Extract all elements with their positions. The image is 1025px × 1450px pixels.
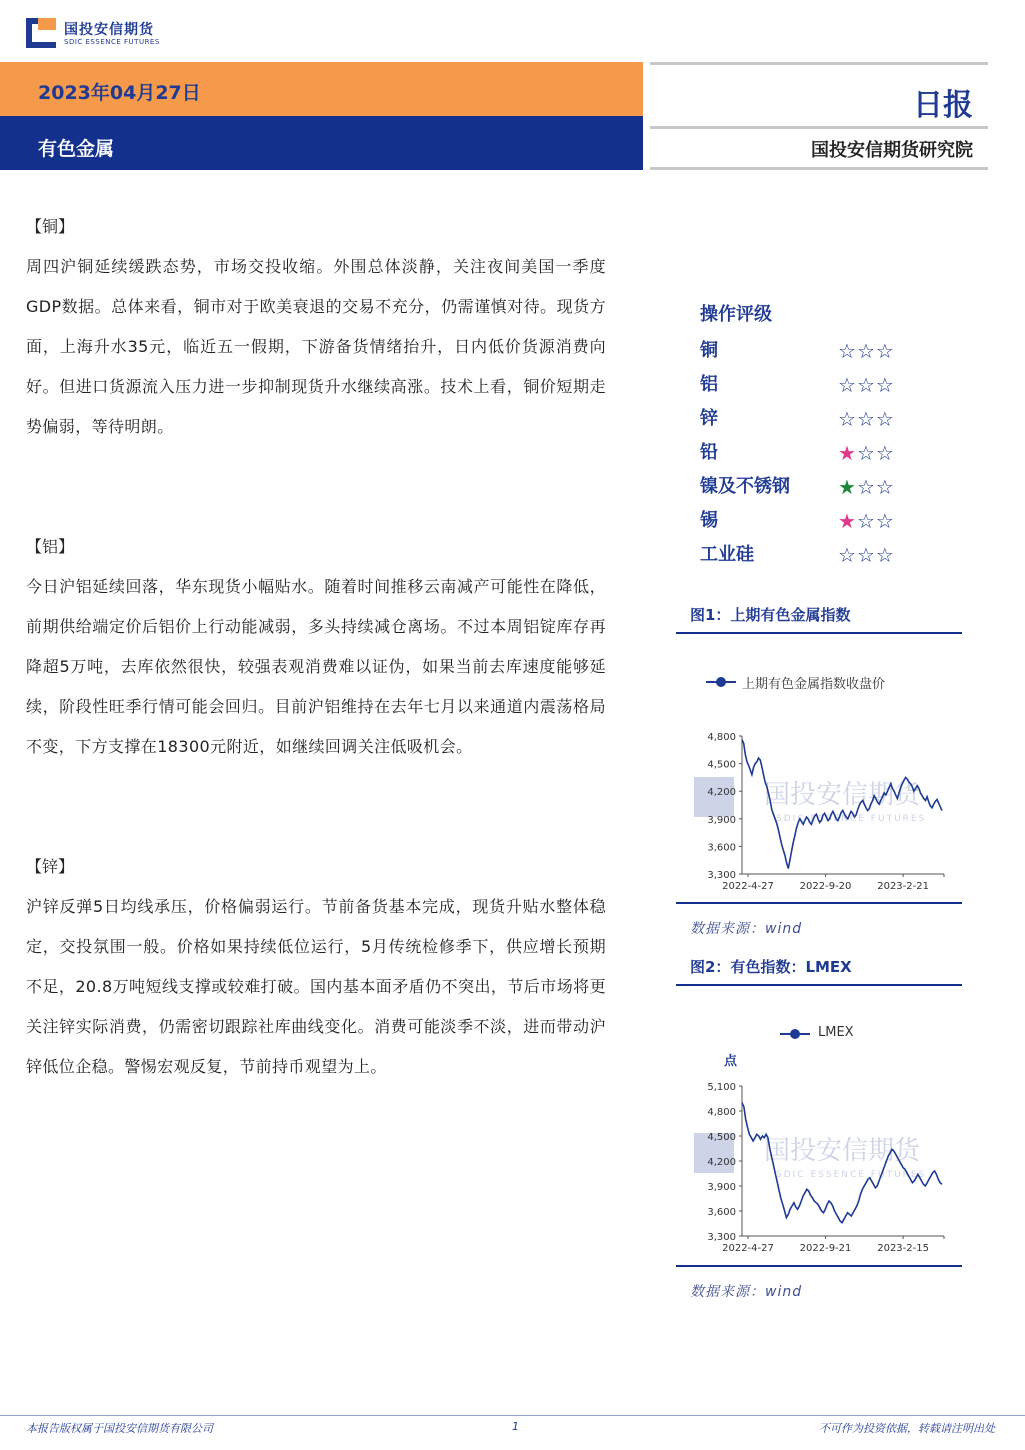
y-tick-label: 5,100 [707, 1082, 736, 1093]
rating-metal-name: 锌 [700, 408, 718, 429]
rating-row [700, 436, 940, 470]
section-body: 沪锌反弹5日均线承压，价格偏弱运行。节前备货基本完成，现货升贴水整体稳定，交投氛围一般。价格如果持续低位运行，5月传统检修季下，供应增长预期不足，20.8万吨短线支撑或较难打破。国内基本面矛盾仍不突出，节后市场将更关注锌实际消费，仍需密切跟踪社库曲线变化。消费可能淡季不淡，进而带动沪锌低位企稳。警惕宏观反复，节前持币观望为上。 [26, 897, 606, 1076]
star-outline-icon: ☆ [875, 543, 895, 567]
star-outline-icon: ☆ [856, 543, 876, 567]
y-tick-label: 3,900 [707, 814, 736, 826]
section-title: 【锌】 [26, 857, 75, 876]
header-rule-middle [650, 126, 988, 129]
report-date: 2023年04月27日 [38, 82, 201, 104]
rating-metal-name: 工业硅 [700, 544, 754, 565]
star-filled-icon: ★ [838, 441, 857, 465]
rating-metal-name: 锡 [700, 510, 718, 531]
watermark-text-en: SDIC ESSENCE FUTURES [776, 1170, 927, 1180]
rating-row [700, 368, 940, 402]
star-rating-icon [838, 402, 895, 436]
x-tick-label: 2023-2-21 [877, 881, 929, 892]
star-outline-icon: ☆ [838, 339, 857, 363]
star-outline-icon: ☆ [856, 509, 876, 533]
star-outline-icon: ☆ [875, 373, 895, 397]
star-outline-icon: ☆ [856, 339, 876, 363]
x-tick-label: 2022-4-27 [722, 1243, 774, 1254]
section-body: 今日沪铝延续回落，华东现货小幅贴水。随着时间推移云南减产可能性在降低，前期供给端定价后铝价上行动能减弱，多头持续减仓离场。不过本周铝锭库存再降超5万吨，去库依然很快，较强表观消费难以证伪，如果当前去库速度能够延续，阶段性旺季行情可能会回归。目前沪铝维持在去年七月以来通道内震荡格局不变，下方支撑在18300元附近，如继续回调关注低吸机会。 [26, 577, 606, 756]
y-tick-label: 3,600 [707, 1207, 736, 1218]
figure-2-rule-top [676, 984, 962, 986]
y-tick-label: 4,500 [707, 1132, 736, 1143]
star-outline-icon: ☆ [875, 339, 895, 363]
star-outline-icon: ☆ [838, 373, 857, 397]
star-rating-icon [838, 538, 895, 572]
y-tick-label: 4,500 [707, 759, 736, 771]
star-rating-icon [838, 504, 895, 538]
figure-1-chart [680, 720, 970, 900]
figure-1-title: 图1：上期有色金属指数 [690, 606, 851, 624]
section-title: 【铝】 [26, 537, 75, 556]
star-outline-icon: ☆ [856, 441, 876, 465]
y-tick-label: 3,300 [707, 1232, 736, 1243]
watermark-text-en: SDIC ESSENCE FUTURES [776, 814, 927, 824]
star-rating-icon [838, 334, 895, 368]
star-outline-icon: ☆ [838, 407, 857, 431]
section-aluminium [26, 527, 606, 767]
star-outline-icon: ☆ [856, 475, 876, 499]
rating-row [700, 402, 940, 436]
y-tick-label: 4,200 [707, 787, 736, 799]
x-tick-label: 2022-9-21 [799, 1243, 852, 1254]
star-outline-icon: ☆ [856, 407, 876, 431]
star-outline-icon: ☆ [875, 509, 895, 533]
figure-2-unit-label: 点 [724, 1054, 738, 1069]
x-tick-label: 2023-2-15 [877, 1243, 929, 1254]
brand-logo-icon [26, 18, 56, 48]
star-outline-icon: ☆ [875, 475, 895, 499]
section-copper [26, 207, 606, 447]
rating-row [700, 538, 940, 572]
star-outline-icon: ☆ [875, 407, 895, 431]
footer-copyright: 本报告版权属于国投安信期货有限公司 [26, 1422, 213, 1435]
legend-marker-icon [716, 677, 726, 687]
figure-2-title: 图2：有色指数：LMEX [690, 958, 852, 976]
section-title: 【铜】 [26, 217, 75, 236]
figure-1-legend [706, 672, 966, 692]
y-tick-label: 3,300 [707, 870, 736, 881]
header-rule-bottom [650, 167, 988, 170]
figure-1-legend-text: 上期有色金属指数收盘价 [742, 677, 886, 692]
rating-row [700, 470, 940, 504]
institute-name: 国投安信期货研究院 [811, 140, 973, 161]
figure-2-chart [680, 1072, 970, 1262]
y-tick-label: 3,600 [707, 842, 736, 854]
footer-rule [0, 1415, 1025, 1416]
y-tick-label: 4,200 [707, 1157, 736, 1168]
figure-2-rule-bottom [676, 1265, 962, 1267]
watermark-text-cn: 国投安信期货 [764, 1136, 921, 1166]
figure-1-rule-top [676, 632, 962, 634]
x-tick-label: 2022-9-20 [799, 881, 852, 892]
star-filled-icon: ★ [838, 475, 857, 499]
brand-name-cn: 国投安信期货 [64, 22, 154, 38]
section-body: 周四沪铜延续缓跌态势，市场交投收缩。外围总体淡静，关注夜间美国一季度GDP数据。总体来看，铜市对于欧美衰退的交易不充分，仍需谨慎对待。现货方面，上海升水35元，临近五一假期，下游备货情绪抬升，日内低价货源消费向好。但进口货源流入压力进一步抑制现货升水继续高涨。技术上看，铜价短期走势偏弱，等待明朗。 [26, 257, 606, 436]
star-rating-icon [838, 436, 895, 470]
header-rule-top [650, 62, 988, 65]
rating-metal-name: 镍及不锈钢 [700, 476, 790, 497]
report-category: 有色金属 [38, 138, 115, 160]
legend-marker-icon [790, 1029, 800, 1039]
y-tick-label: 3,900 [707, 1182, 736, 1193]
figure-1-source: 数据来源：wind [690, 921, 803, 937]
star-outline-icon: ☆ [856, 373, 876, 397]
rating-panel [700, 300, 940, 572]
page-number: 1 [512, 1420, 519, 1433]
rating-list [700, 334, 940, 572]
star-rating-icon [838, 368, 895, 402]
star-filled-icon: ★ [838, 509, 857, 533]
star-outline-icon: ☆ [838, 543, 857, 567]
rating-row [700, 334, 940, 368]
y-tick-label: 4,800 [707, 732, 736, 743]
star-outline-icon: ☆ [875, 441, 895, 465]
x-tick-label: 2022-4-27 [722, 881, 774, 892]
section-zinc [26, 847, 606, 1087]
rating-metal-name: 铜 [700, 340, 718, 361]
watermark-text-cn: 国投安信期货 [764, 780, 921, 810]
rating-metal-name: 铝 [700, 374, 718, 395]
report-type: 日报 [913, 88, 973, 123]
figure-2-source: 数据来源：wind [690, 1284, 803, 1300]
figure-2-legend [780, 1024, 940, 1044]
figure-2-legend-text: LMEX [818, 1025, 854, 1040]
star-rating-icon [838, 470, 895, 504]
rating-row [700, 504, 940, 538]
rating-metal-name: 铅 [700, 442, 718, 463]
footer-disclaimer: 不可作为投资依据，转载请注明出处 [819, 1422, 995, 1435]
figure-1-rule-bottom [676, 902, 962, 904]
y-tick-label: 4,800 [707, 1107, 736, 1118]
rating-title: 操作评级 [700, 304, 772, 325]
brand-name-en: SDIC ESSENCE FUTURES [64, 38, 160, 46]
